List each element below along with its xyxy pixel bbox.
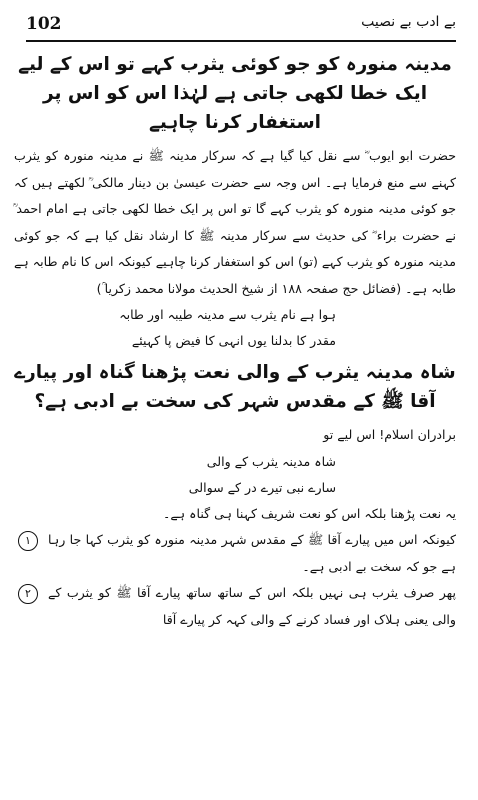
numbered-point <box>14 527 456 580</box>
verse-line: شاہ مدینہ یثرب کے والی <box>206 453 336 469</box>
body-paragraph: حضرت ابو ایوب ؓ سے نقل کیا گیا ہے کہ سرکار مدینہ ﷺ نے مدینہ منورہ کو یثرب کہنے سے منع فرمایا ہے۔ اس وجہ سے حضرت عیسیٰ بن دینار مالکی ؒ لکھتے ہیں کہ جو کوئی مدینہ منورہ کو یثرب کہے گا تو اس پر ایک خطا لکھی جاتی ہے امام احمد ؒ نے حضرت براء ؓ کی حدیث سے سرکار مدینہ ﷺ کا ارشاد نقل کیا ہے کہ جو کوئی مدینہ منورہ کو یثرب کہے (تو) اس کو استغفار کرنا چاہیے کیونکہ اس کا نام طابہ ہے طابہ ہے۔ (فضائل حج صفحہ ۱۸۸ از شیخ الحدیث مولانا محمد زکریا ؒ) <box>14 148 456 296</box>
point-text: کیونکہ اس میں پیارے آقا ﷺ کے مقدس شہر مدینہ منورہ کو یثرب کہا جا رہا ہے جو کہ سخت بے ادبی ہے۔ <box>48 532 456 574</box>
verse-line: مقدر کا بدلنا یوں انہی کا فیض پا کہیئے <box>131 333 336 348</box>
page-header <box>26 14 456 40</box>
point-text: پھر صرف یثرب ہی نہیں بلکہ اس کے ساتھ ساتھ پیارے آقا ﷺ کو یثرب کے والی یعنی ہلاک اور فساد کرنے کے والی کہہ کر پیارے آقا <box>48 585 456 627</box>
running-head: بے ادب بے نصیب <box>361 14 456 30</box>
numbered-point <box>14 580 456 633</box>
section-heading: شاہ مدینہ یثرب کے والی نعت پڑھنا گناہ اور پیارے آقا ﷺ کے مقدس شہر کی سخت بے ادبی ہے؟ <box>14 362 456 412</box>
page-content <box>14 50 456 633</box>
section-heading: مدینہ منورہ کو جو کوئی یثرب کہے تو اس کے لیے ایک خطا لکھی جاتی ہے لہٰذا اس کو اس پر استغفار کرنا چاہیے <box>18 54 452 133</box>
verse-line: ہوا ہے نام یثرب سے مدینہ طیبہ اور طابہ <box>119 307 336 322</box>
point-number: ۲ <box>18 584 38 604</box>
verse-line: سارے نبی تیرے در کے سوالی <box>188 479 336 495</box>
point-number: ۱ <box>18 531 38 551</box>
page-number: 102 <box>26 14 62 34</box>
header-rule <box>26 40 456 42</box>
statement-line: یہ نعت پڑھنا بلکہ اس کو نعت شریف کہنا ہی گناہ ہے۔ <box>162 505 456 521</box>
intro-line: برادران اسلام! اس لیے تو <box>323 427 456 442</box>
